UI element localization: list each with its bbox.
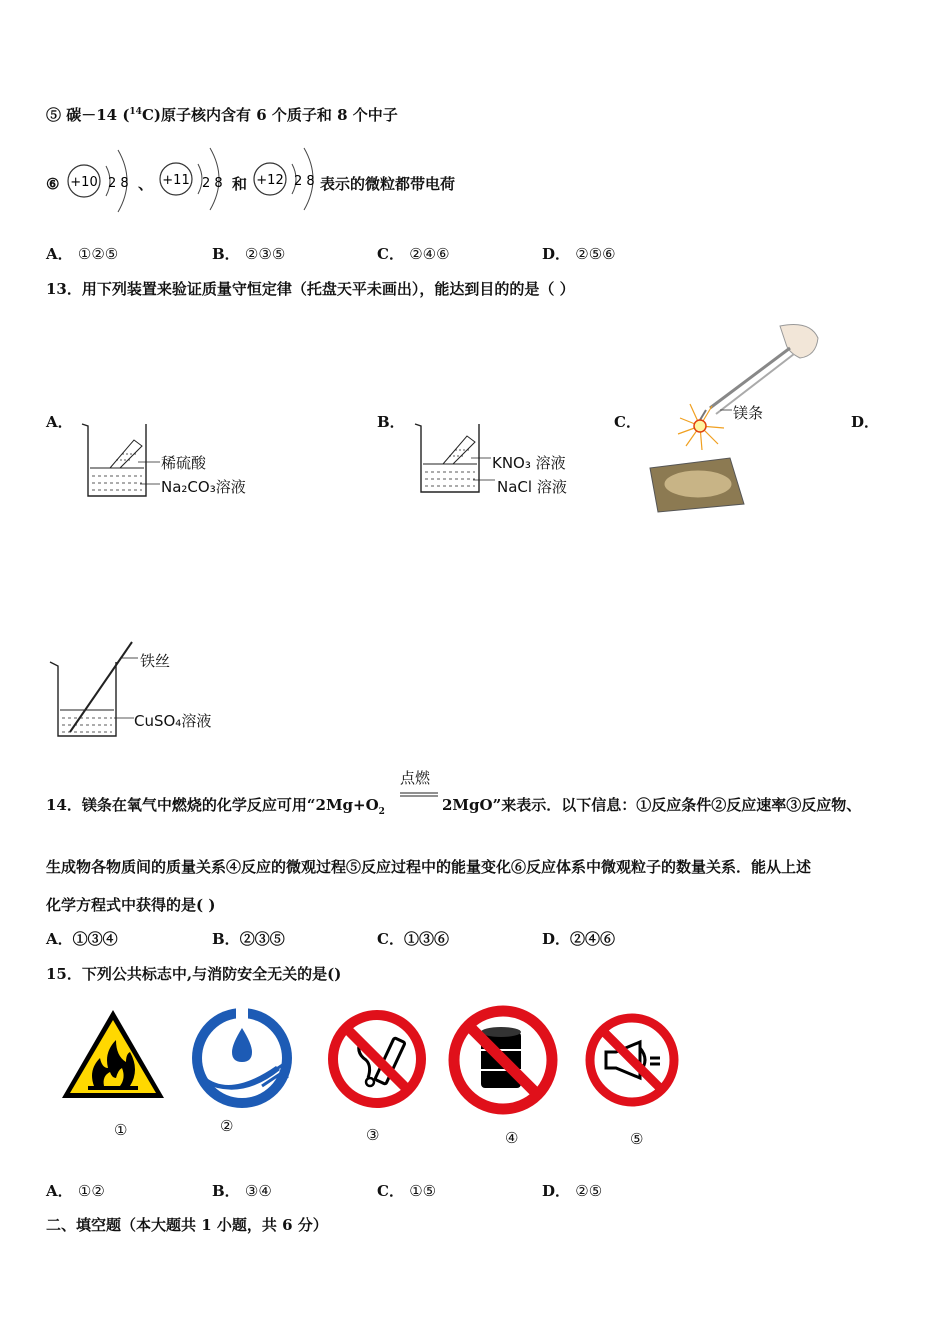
sign-number-5: ⑤ — [630, 1130, 644, 1148]
q12-option-c[interactable]: C． ②④⑥ — [377, 245, 450, 263]
atom-diagram-1 — [66, 140, 136, 220]
q15-stem: 15．下列公共标志中,与消防安全无关的是() — [46, 965, 342, 983]
sign-number-2: ② — [220, 1117, 234, 1135]
svg-text:+10: +10 — [70, 175, 98, 190]
svg-text:2 8: 2 8 — [202, 176, 223, 191]
label-dilute-sulfuric-acid: 稀硫酸 — [161, 454, 207, 472]
q15-option-d[interactable]: D． ②⑤ — [542, 1182, 603, 1200]
svg-text:2 8: 2 8 — [294, 174, 315, 189]
separator-and: 和 — [232, 175, 248, 193]
no-smoking-sign-icon — [326, 1008, 428, 1110]
water-saving-sign-icon — [190, 1006, 294, 1110]
label-nacl-solution: NaCl 溶液 — [497, 478, 567, 496]
sign-number-1: ① — [114, 1121, 128, 1139]
q15-option-b[interactable]: B． ③④ — [212, 1182, 272, 1200]
q14-line2: 生成物各物质间的质量关系④反应的微观过程⑤反应过程中的能量变化⑥反应体系中微观粒子的数量关系．能从上述 — [46, 858, 812, 876]
q13-option-b[interactable]: B． — [377, 413, 405, 431]
q14-line3: 化学方程式中获得的是( ) — [46, 896, 216, 914]
flammable-warning-sign-icon — [58, 1006, 168, 1102]
q12-item5: ⑤ 碳－14 ($^{14}$C)原子核内含有 6 个质子和 8 个中子 — [46, 106, 398, 124]
q14-option-a[interactable]: A．①③④ — [46, 930, 118, 948]
atom-diagram-3 — [252, 138, 322, 218]
q12-item6-text: 表示的微粒都带电荷 — [320, 175, 456, 193]
label-magnesium-ribbon: 镁条 — [733, 404, 764, 422]
q14-prefix: 14．镁条在氧气中燃烧的化学反应可用“$2Mg+O_2$ — [46, 796, 385, 817]
sign-number-3: ③ — [366, 1126, 380, 1144]
sign-number-4: ④ — [505, 1129, 519, 1147]
q15-option-a[interactable]: A． ①② — [46, 1182, 105, 1200]
separator-comma: 、 — [138, 175, 154, 193]
q14-option-b[interactable]: B．②③⑤ — [212, 930, 285, 948]
q12-option-a[interactable]: A． ①②⑤ — [46, 245, 119, 263]
q12-option-d[interactable]: D． ②⑤⑥ — [542, 245, 616, 263]
q14-option-c[interactable]: C．①③⑥ — [377, 930, 449, 948]
q15-option-c[interactable]: C． ①⑤ — [377, 1182, 437, 1200]
svg-text:2 8: 2 8 — [108, 176, 129, 191]
no-honking-sign-icon — [584, 1012, 680, 1108]
q12-item6-number: ⑥ — [46, 175, 60, 193]
label-iron-wire: 铁丝 — [140, 652, 171, 670]
section-heading-fill-blank: 二、填空题（本大题共 1 小题，共 6 分） — [46, 1216, 328, 1234]
q13-option-a[interactable]: A． — [46, 413, 73, 431]
q14-after: 2MgO”来表示．以下信息：①反应条件②反应速率③反应物、 — [442, 796, 862, 814]
label-cuso4-solution: CuSO₄溶液 — [134, 712, 212, 730]
q12-option-b[interactable]: B． ②③⑤ — [212, 245, 286, 263]
q13-option-c[interactable]: C． — [614, 413, 641, 431]
q13-stem: 13．用下列装置来验证质量守恒定律（托盘天平未画出），能达到目的的是（ ） — [46, 280, 575, 298]
label-na2co3-solution: Na₂CO₃溶液 — [161, 478, 246, 496]
svg-text:+11: +11 — [162, 173, 190, 188]
atom-diagram-2 — [158, 140, 228, 220]
reaction-condition: 点燃 — [400, 769, 431, 787]
q13-option-d[interactable]: D． — [851, 413, 880, 431]
equals-sign-arrow — [400, 792, 440, 798]
svg-text:+12: +12 — [256, 173, 284, 188]
q14-option-d[interactable]: D．②④⑥ — [542, 930, 616, 948]
no-flammable-drum-sign-icon — [447, 1004, 559, 1116]
label-kno3-solution: KNO₃ 溶液 — [492, 454, 566, 472]
